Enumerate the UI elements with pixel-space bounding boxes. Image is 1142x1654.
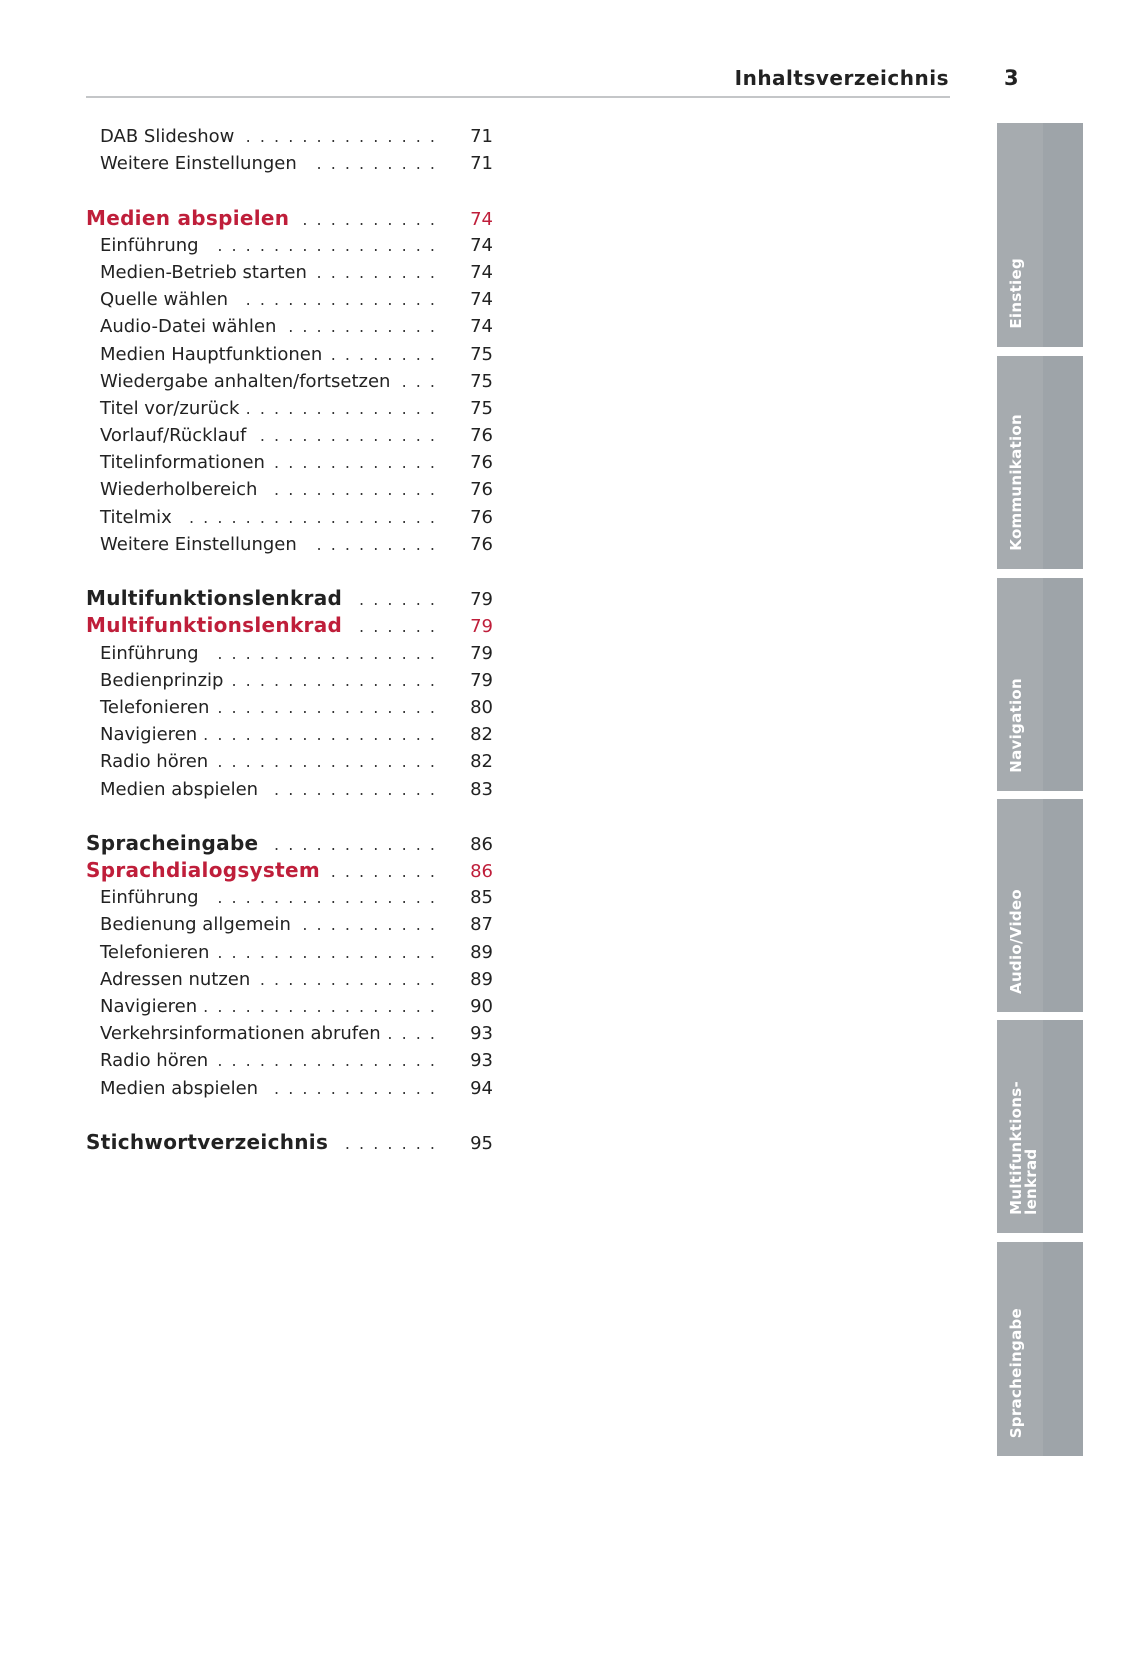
toc-entry-label: Radio hören [100,751,209,773]
toc-entry[interactable] [86,232,493,259]
toc-entry[interactable] [86,476,493,503]
toc-entry[interactable] [86,776,493,803]
toc-entry-page: 80 [470,696,493,718]
toc-entry[interactable] [86,205,493,232]
dot-leader: . . . . . . . . . . . . . . . . [217,1051,437,1071]
chapter-tab-label: Audio/Video [1007,889,1025,994]
chapter-tab[interactable] [997,799,1083,1012]
toc-entry[interactable] [86,830,493,857]
toc-entry-label: Medien abspielen [86,205,290,230]
toc-entry[interactable] [86,395,493,422]
dot-leader: . . . . . . . . . . . . . . . . . [203,997,437,1016]
toc-entry-page: 74 [470,261,493,283]
dot-leader: . . . . . . . [344,1133,437,1153]
toc-entry-label: Spracheingabe [86,830,259,855]
toc-entry[interactable] [86,1020,493,1047]
toc-entry-label: Multifunktionslenkrad [86,586,343,611]
toc-entry-page: 79 [470,642,493,664]
toc-entry-page: 76 [470,533,493,555]
toc-entry[interactable] [86,966,493,993]
dot-leader: . . . . . . . . . . . . . . . . . . [188,507,437,527]
toc-entry[interactable] [86,612,493,639]
toc-entry[interactable] [86,341,493,368]
toc-entry-page: 76 [470,506,493,528]
dot-leader: . . . . . . . . . . . . . [259,969,437,989]
toc-entry-page: 86 [470,833,493,855]
toc-entry-label: Einführung [100,887,199,909]
dot-leader: . . . . . . . . . . [302,915,437,935]
toc-entry[interactable] [86,504,493,531]
toc-entry[interactable] [86,640,493,667]
toc-entry[interactable] [86,667,493,694]
toc-entry-label: Stichwortverzeichnis [86,1129,329,1154]
toc-entry-page: 74 [470,234,493,256]
spacer [86,1102,493,1129]
toc-entry-label: Vorlauf/Rücklauf [100,425,247,447]
toc-entry-page: 93 [470,1023,493,1045]
toc-entry[interactable] [86,884,493,911]
toc-entry-page: 87 [470,914,493,936]
toc-entry-page: 94 [470,1077,493,1099]
toc-entry[interactable] [86,857,493,884]
dot-leader: . . . . . . . . . [316,154,437,174]
toc-entry-label: Quelle wählen [100,289,229,311]
spacer [86,558,493,585]
toc-entry[interactable] [86,1075,493,1102]
toc-entry-label: Wiederholbereich [100,479,258,501]
toc-entry[interactable] [86,1047,493,1074]
toc-entry-label: Bedienung allgemein [100,914,291,936]
chapter-tab[interactable] [997,578,1083,791]
toc-entry[interactable] [86,150,493,177]
dot-leader: . . . . . . . . . . . . . . . . [217,235,437,255]
toc-entry[interactable] [86,286,493,313]
toc-entry-page: 71 [470,153,493,175]
toc-entry-page: 76 [470,452,493,474]
dot-leader: . . . . [387,1024,437,1044]
dot-leader: . . . . . . . . . . . . . . [245,398,437,418]
chapter-tab-label: Kommunikation [1007,414,1025,551]
toc-entry-page: 79 [470,589,493,611]
chapter-tab-label: Spracheingabe [1007,1307,1025,1438]
toc-entry-label: Navigieren [100,724,198,746]
toc-entry-page: 93 [470,1050,493,1072]
chapter-tab-label: Navigation [1007,678,1025,773]
dot-leader: . . . . . . . . . . . . . . . [231,670,437,690]
dot-leader: . . . . . . . . . . . . . . . . [217,888,437,908]
toc-entry-label: Einführung [100,234,199,256]
dot-leader: . . . . . . . . . . . . [274,779,437,799]
toc-entry-page: 76 [470,479,493,501]
toc-entry-label: Verkehrsinformationen abrufen [100,1023,381,1045]
toc-entry-label: Sprachdialogsystem [86,858,320,883]
toc-entry-label: Medien-Betrieb starten [100,261,307,283]
toc-entry[interactable] [86,123,493,150]
toc-entry-page: 83 [470,778,493,800]
toc-entry[interactable] [86,585,493,612]
toc-entry-page: 89 [470,968,493,990]
toc-entry[interactable] [86,939,493,966]
toc-entry-page: 90 [470,996,493,1017]
toc-entry-page: 82 [470,751,493,773]
toc-entry-label: Medien abspielen [100,778,259,800]
toc-entry-label: Medien abspielen [100,1077,259,1099]
chapter-tab[interactable] [997,123,1083,347]
toc-entry[interactable] [86,911,493,938]
page-number: 3 [1004,66,1019,90]
dot-leader: . . . . . . . . . . . [288,317,437,337]
toc-entry[interactable] [86,721,493,748]
toc-entry[interactable] [86,259,493,286]
dot-leader: . . . . . . . . . [316,534,437,554]
toc-entry[interactable] [86,531,493,558]
toc-entry-page: 79 [470,616,493,638]
dot-leader: . . . . . . . . . . . . . . . . [217,643,437,663]
dot-leader: . . . . . . . . . . . . [274,453,437,473]
toc-entry-page: 86 [470,861,493,883]
dot-leader: . . . . . . . . . . . . . . . . [217,942,437,962]
dot-leader: . . . . . . . . . . . . . [259,426,437,446]
chapter-tab[interactable] [997,1242,1083,1456]
toc-entry-page: 85 [470,887,493,909]
chapter-tab-label: Einstieg [1007,258,1025,329]
dot-leader: . . . . . . . . . . . . . . . . [217,752,437,772]
dot-leader: . . . . . . [359,617,437,637]
dot-leader: . . . . . . . . . [316,262,437,282]
chapter-tab-label: Multifunktions- lenkrad [1007,1081,1040,1215]
dot-leader: . . . . . . . . . . . . [274,834,437,854]
toc-entry-label: Titel vor/zurück [100,397,240,419]
dot-leader: . . . . . . . . . . [302,209,437,229]
toc-entry-label: Wiedergabe anhalten/fortsetzen [100,370,391,392]
toc-entry-label: Radio hören [100,1050,209,1072]
toc-entry[interactable] [86,313,493,340]
dot-leader: . . . . . . . . . . . . . . . . [217,697,437,717]
dot-leader: . . . . . . . . . . . . . . [245,127,437,146]
toc-entry-label: Weitere Einstellungen [100,153,297,175]
chapter-tab[interactable] [997,1020,1083,1233]
toc-entry-page: 95 [470,1132,493,1154]
toc-entry-page: 79 [470,669,493,691]
toc-entry-label: Weitere Einstellungen [100,533,297,555]
toc-entry-label: Multifunktionslenkrad [86,613,343,638]
toc-entry-page: 74 [470,316,493,338]
chapter-tab[interactable] [997,356,1083,569]
dot-leader: . . . . . . . . . . . . [274,480,437,500]
toc-entry-label: Einführung [100,642,199,664]
spacer [86,177,493,204]
toc-entry[interactable] [86,993,493,1020]
toc-entry[interactable] [86,694,493,721]
toc-entry-label: Telefonieren [100,941,210,963]
toc-entry-label: DAB Slideshow [100,126,235,147]
dot-leader: . . . . . . . . [330,862,437,882]
toc-entry-page: 71 [470,126,493,147]
toc-entry-label: Titelmix [100,506,172,528]
toc-entry[interactable] [86,449,493,476]
dot-leader: . . . [401,371,437,391]
toc-entry-page: 82 [470,724,493,746]
toc-entry-page: 76 [470,425,493,447]
toc-entry[interactable] [86,368,493,395]
toc-entry-page: 89 [470,941,493,963]
toc-entry[interactable] [86,422,493,449]
dot-leader: . . . . . . . . [330,344,437,364]
spacer [86,803,493,830]
page-header-title: Inhaltsverzeichnis [734,66,949,90]
toc-entry-label: Audio-Datei wählen [100,316,277,338]
toc-entry-label: Medien Hauptfunktionen [100,343,323,365]
toc-entry-page: 75 [470,343,493,365]
toc-entry-page: 75 [470,370,493,392]
toc-entry[interactable] [86,1129,493,1156]
toc-entry-label: Adressen nutzen [100,968,251,990]
toc-entry-label: Navigieren [100,996,198,1017]
header-rule [86,96,950,98]
dot-leader: . . . . . . . . . . . . . . [245,290,437,310]
dot-leader: . . . . . . . . . . . . . . . . . [203,725,437,745]
toc-entry-page: 74 [470,208,493,230]
dot-leader: . . . . . . [359,590,437,610]
toc-entry-label: Titelinformationen [100,452,265,474]
toc-entry-label: Bedienprinzip [100,669,224,691]
toc-entry-page: 74 [470,289,493,311]
dot-leader: . . . . . . . . . . . . [274,1078,437,1098]
toc-entry-label: Telefonieren [100,696,210,718]
toc-entry-page: 75 [470,397,493,419]
table-of-contents [86,123,493,1156]
toc-entry[interactable] [86,748,493,775]
